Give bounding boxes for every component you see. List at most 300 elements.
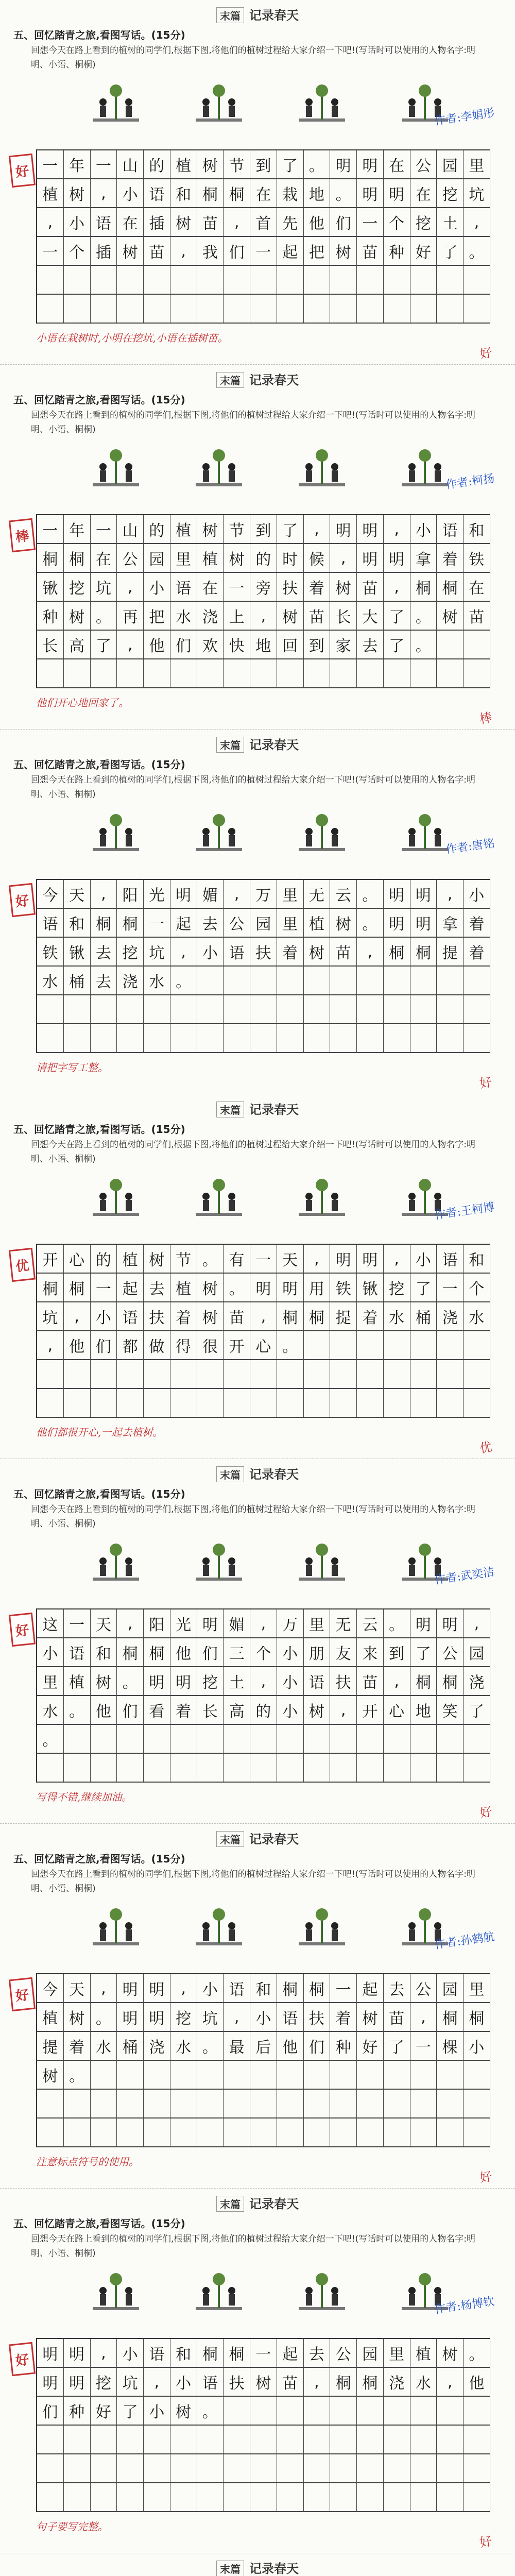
grid-cell: 园 <box>464 1638 490 1667</box>
grid-cell: 首 <box>250 208 277 237</box>
grid-cell: 桐 <box>91 909 117 938</box>
grid-cell <box>91 659 117 688</box>
grid-cell: 小 <box>410 1245 437 1274</box>
grid-cell <box>437 1360 464 1389</box>
instruction-text: 回想今天在路上看到的植树的同学们,根据下图,将他们的植树过程给大家介绍一下吧!(写话时可以使用的人物名字:明明、小语、桐桐) <box>31 1140 475 1164</box>
writing-grid <box>36 2338 490 2512</box>
grid-cell: 苗 <box>357 573 384 602</box>
grid-cell: , <box>437 2368 464 2397</box>
picture-strip <box>0 812 515 869</box>
grid-cell: 一 <box>91 1274 117 1302</box>
grid-cell: 。 <box>197 1245 224 1274</box>
grid-cell <box>277 266 304 295</box>
grid-cell <box>197 1360 224 1389</box>
grid-cell: 铁 <box>464 544 490 573</box>
grid-cell <box>330 995 357 1024</box>
grid-cell: 天 <box>91 1609 117 1638</box>
grid-cell: 语 <box>91 208 117 237</box>
grid-cell: 桐 <box>304 1974 331 2003</box>
grid-cell <box>384 2397 410 2426</box>
grid-cell: 个 <box>384 208 410 237</box>
grid-cell: 里 <box>384 2339 410 2368</box>
grid-cell <box>277 1725 304 1754</box>
grid-cell: , <box>37 208 64 237</box>
grid-cell <box>304 659 331 688</box>
grid-cell: 种 <box>330 2032 357 2061</box>
grid-cell: 节 <box>170 1245 197 1274</box>
grid-cell: 扶 <box>144 1302 170 1331</box>
grid-cell <box>410 2090 437 2119</box>
grid-cell: 起 <box>357 1974 384 2003</box>
grid-cell: , <box>91 2339 117 2368</box>
grid-cell <box>37 1389 64 1418</box>
grid-cell: 好 <box>357 2032 384 2061</box>
grid-cell <box>330 266 357 295</box>
teacher-mark: 好 <box>478 2534 493 2550</box>
grid-cell: 去 <box>91 938 117 967</box>
grid-cell: 植 <box>170 515 197 544</box>
writing-grid <box>36 879 490 1053</box>
grid-cell <box>384 2454 410 2483</box>
worksheet-sheet <box>0 1824 515 2189</box>
grid-cell <box>357 2119 384 2147</box>
grid-cell: 拿 <box>410 544 437 573</box>
grid-cell: 铁 <box>330 1274 357 1302</box>
grid-cell: 候 <box>304 544 331 573</box>
grid-cell: 园 <box>144 544 170 573</box>
grid-cell: 苗 <box>330 938 357 967</box>
grid-cell: 在 <box>464 573 490 602</box>
grid-cell: 。 <box>357 880 384 909</box>
grid-cell: 。 <box>197 2032 224 2061</box>
grid-cell: 明 <box>410 909 437 938</box>
grid-cell: 种 <box>384 237 410 266</box>
question-heading: 五、回忆踏青之旅,看图写话。(15分) <box>13 394 185 406</box>
grid-cell <box>304 2397 331 2426</box>
grid-cell: 起 <box>277 237 304 266</box>
grid-cell <box>144 1754 170 1783</box>
grid-cell: 到 <box>250 150 277 179</box>
tree-planting-illustration <box>93 2271 139 2323</box>
sheet-title <box>0 735 515 753</box>
grid-cell: , <box>224 208 250 237</box>
grid-cell: 树 <box>170 2397 197 2426</box>
grid-cell: 明 <box>437 1609 464 1638</box>
grid-cell <box>437 631 464 659</box>
teacher-comment: 他们开心地回家了。 <box>36 697 129 709</box>
grid-cell <box>250 659 277 688</box>
author-signature: 作者:李娟彤 <box>433 106 495 128</box>
grid-cell: , <box>250 1609 277 1638</box>
instruction-text: 回想今天在路上看到的植树的同学们,根据下图,将他们的植树过程给大家介绍一下吧!(写话时可以使用的人物名字:明明、小语、桐桐) <box>31 1869 475 1894</box>
grid-cell <box>144 1024 170 1053</box>
grid-cell: 们 <box>304 2032 331 2061</box>
section-title: 记录春天 <box>249 2561 299 2576</box>
tree-planting-illustration <box>299 812 345 863</box>
grid-cell: , <box>464 208 490 237</box>
grid-cell <box>250 295 277 324</box>
grid-cell: 公 <box>224 909 250 938</box>
grid-cell: 桐 <box>64 544 91 573</box>
grid-cell: 苗 <box>464 602 490 631</box>
grid-cell: 一 <box>37 515 64 544</box>
grid-cell: 的 <box>144 150 170 179</box>
grid-cell: 明 <box>64 2339 91 2368</box>
grid-cell: 明 <box>37 2339 64 2368</box>
grid-cell <box>224 2454 250 2483</box>
grid-cell: 桐 <box>117 909 144 938</box>
grid-cell <box>330 1754 357 1783</box>
grid-cell: , <box>357 938 384 967</box>
author-signature: 作者:孙鹤航 <box>433 1930 495 1952</box>
grid-cell: 桐 <box>197 2339 224 2368</box>
grid-cell <box>464 2454 490 2483</box>
grid-cell: , <box>464 1609 490 1638</box>
grid-cell: 明 <box>357 179 384 208</box>
grid-cell <box>277 1389 304 1418</box>
grid-cell <box>64 1360 91 1389</box>
grid-cell <box>357 1331 384 1360</box>
worksheet-sheet <box>0 2553 515 2576</box>
grid-cell: 提 <box>37 2032 64 2061</box>
grid-cell: , <box>330 544 357 573</box>
grid-cell: 桐 <box>410 938 437 967</box>
grid-cell: 里 <box>170 544 197 573</box>
teacher-mark: 优 <box>478 1439 493 1456</box>
grid-cell <box>330 1725 357 1754</box>
grid-cell <box>410 1754 437 1783</box>
grid-cell: 植 <box>170 150 197 179</box>
grid-cell <box>304 1360 331 1389</box>
grid-cell: 挖 <box>437 179 464 208</box>
grid-cell <box>37 1024 64 1053</box>
grid-cell: 一 <box>37 237 64 266</box>
grid-cell <box>384 266 410 295</box>
grid-cell <box>144 2061 170 2090</box>
grid-cell <box>170 1725 197 1754</box>
grid-cell: 大 <box>357 602 384 631</box>
grid-cell <box>224 995 250 1024</box>
grid-cell <box>384 2061 410 2090</box>
grid-cell <box>144 2090 170 2119</box>
grid-cell: 了 <box>91 631 117 659</box>
grid-cell: 树 <box>117 237 144 266</box>
grid-cell: 明 <box>330 1245 357 1274</box>
grid-cell: 。 <box>357 909 384 938</box>
grid-cell <box>117 2061 144 2090</box>
section-title: 记录春天 <box>249 8 299 23</box>
grid-cell: 挖 <box>170 2003 197 2032</box>
grid-cell: 有 <box>224 1245 250 1274</box>
grid-cell: 。 <box>197 2397 224 2426</box>
grid-cell: 植 <box>410 2339 437 2368</box>
grid-cell: 里 <box>37 1667 64 1696</box>
grid-cell <box>384 2483 410 2512</box>
grid-cell <box>91 2426 117 2454</box>
grid-cell: 。 <box>410 602 437 631</box>
sheet-title <box>0 1464 515 1482</box>
grid-cell <box>170 1024 197 1053</box>
grid-cell: 苗 <box>304 602 331 631</box>
grid-cell <box>464 1725 490 1754</box>
grid-cell: 桐 <box>410 1667 437 1696</box>
grid-cell: 今 <box>37 1974 64 2003</box>
grid-cell: 树 <box>197 515 224 544</box>
grid-cell: 年 <box>64 515 91 544</box>
grid-cell: , <box>91 179 117 208</box>
grid-cell: 提 <box>330 1302 357 1331</box>
grid-cell: 。 <box>384 1609 410 1638</box>
grid-cell: 树 <box>437 2339 464 2368</box>
grid-cell: 。 <box>117 1667 144 1696</box>
grid-cell: 来 <box>357 1638 384 1667</box>
grid-cell: 扶 <box>224 2368 250 2397</box>
grid-cell <box>330 2119 357 2147</box>
grid-cell <box>464 266 490 295</box>
grid-cell <box>170 2454 197 2483</box>
grid-cell: 苗 <box>384 2003 410 2032</box>
section-title: 记录春天 <box>249 2196 299 2211</box>
grid-cell <box>224 266 250 295</box>
grid-cell <box>117 659 144 688</box>
grid-cell: 再 <box>117 602 144 631</box>
grid-cell <box>384 1725 410 1754</box>
grid-cell <box>277 659 304 688</box>
grid-cell <box>170 295 197 324</box>
grid-cell <box>197 1024 224 1053</box>
grid-cell: 树 <box>64 2003 91 2032</box>
grid-cell: 锹 <box>37 573 64 602</box>
section-label: 末篇 <box>216 372 244 388</box>
grid-cell <box>117 295 144 324</box>
section-label: 末篇 <box>216 1101 244 1117</box>
grid-cell: 铁 <box>37 938 64 967</box>
grid-cell <box>91 1360 117 1389</box>
grid-cell <box>224 2119 250 2147</box>
grid-cell: 公 <box>437 1638 464 1667</box>
grid-cell: 他 <box>144 631 170 659</box>
grid-cell: 水 <box>410 2368 437 2397</box>
tree-planting-illustration <box>196 1177 242 1228</box>
grid-cell <box>437 2454 464 2483</box>
grid-cell: 一 <box>91 515 117 544</box>
grid-cell: 树 <box>144 1245 170 1274</box>
grid-cell: 桶 <box>410 1302 437 1331</box>
grid-cell <box>357 2090 384 2119</box>
grid-cell <box>304 295 331 324</box>
grid-cell: 把 <box>144 602 170 631</box>
grid-cell: 小 <box>170 2368 197 2397</box>
grid-cell: 浇 <box>144 2032 170 2061</box>
grid-cell: 坑 <box>197 2003 224 2032</box>
grid-cell: 里 <box>464 1974 490 2003</box>
grid-cell: , <box>304 515 331 544</box>
grid-cell <box>117 995 144 1024</box>
grid-cell: 长 <box>197 1696 224 1725</box>
teacher-comment: 小语在栽树时,小明在挖坑,小语在插树苗。 <box>36 332 228 344</box>
grid-cell: 里 <box>304 1609 331 1638</box>
tree-planting-illustration <box>93 82 139 134</box>
grid-cell: 明 <box>410 1609 437 1638</box>
grid-cell <box>277 2454 304 2483</box>
grid-cell <box>410 967 437 995</box>
grid-cell: 里 <box>277 909 304 938</box>
grid-cell: , <box>304 2368 331 2397</box>
grid-cell: 和 <box>464 1245 490 1274</box>
question-heading: 五、回忆踏青之旅,看图写话。(15分) <box>13 2217 185 2230</box>
grade-stamp: 优 <box>9 1248 36 1282</box>
grid-cell: , <box>64 1302 91 1331</box>
grid-cell: 小 <box>37 1638 64 1667</box>
tree-planting-illustration <box>196 1906 242 1958</box>
grid-cell: 地 <box>410 1696 437 1725</box>
worksheet-sheet <box>0 1094 515 1459</box>
grid-cell <box>224 1754 250 1783</box>
grid-cell: 了 <box>384 602 410 631</box>
grid-cell <box>224 1360 250 1389</box>
grid-cell <box>117 2090 144 2119</box>
grid-cell <box>91 2061 117 2090</box>
grid-cell: 树 <box>197 150 224 179</box>
grid-cell <box>437 2483 464 2512</box>
grid-cell: 明 <box>357 515 384 544</box>
grid-cell: 他 <box>464 2368 490 2397</box>
grid-cell: 小 <box>197 1974 224 2003</box>
grid-cell: 到 <box>304 631 331 659</box>
grid-cell: , <box>117 631 144 659</box>
grid-cell: 明 <box>117 2003 144 2032</box>
grid-cell <box>464 2090 490 2119</box>
grid-cell <box>277 1360 304 1389</box>
grid-cell: 园 <box>250 909 277 938</box>
grid-cell <box>37 266 64 295</box>
grid-cell: 一 <box>144 909 170 938</box>
grid-cell: 桐 <box>224 179 250 208</box>
grid-cell <box>304 1331 331 1360</box>
grid-cell <box>117 2119 144 2147</box>
writing-grid <box>36 149 490 324</box>
grid-cell: 和 <box>170 179 197 208</box>
grid-cell <box>330 1024 357 1053</box>
grid-cell <box>437 659 464 688</box>
grid-cell: 苗 <box>197 208 224 237</box>
grade-stamp: 好 <box>9 1977 36 2011</box>
grid-cell: 长 <box>37 631 64 659</box>
grid-cell <box>250 2397 277 2426</box>
grid-cell: 三 <box>224 1638 250 1667</box>
worksheet-sheet <box>0 365 515 730</box>
grid-cell: 桐 <box>357 2368 384 2397</box>
grid-cell: 这 <box>37 1609 64 1638</box>
grid-cell: 起 <box>117 1274 144 1302</box>
grid-cell <box>384 967 410 995</box>
grid-cell <box>384 2426 410 2454</box>
grid-cell <box>197 2454 224 2483</box>
grid-cell <box>384 2090 410 2119</box>
grid-cell <box>384 295 410 324</box>
grid-cell: 。 <box>224 1274 250 1302</box>
grid-cell: 水 <box>37 1696 64 1725</box>
grid-cell <box>304 1754 331 1783</box>
grid-cell <box>117 1725 144 1754</box>
grid-cell <box>464 295 490 324</box>
grid-cell: 一 <box>410 2032 437 2061</box>
grid-cell: 无 <box>330 1609 357 1638</box>
grid-cell: , <box>170 938 197 967</box>
grid-cell <box>304 2454 331 2483</box>
grid-cell: 桐 <box>437 1667 464 1696</box>
grid-cell <box>464 2397 490 2426</box>
grid-cell: 桐 <box>64 1274 91 1302</box>
tree-planting-illustration <box>299 1906 345 1958</box>
grid-cell <box>304 2426 331 2454</box>
grid-cell: 植 <box>117 1245 144 1274</box>
grid-cell <box>410 2397 437 2426</box>
grid-cell <box>357 2426 384 2454</box>
grid-cell <box>37 2119 64 2147</box>
grid-cell: 了 <box>384 631 410 659</box>
section-label: 末篇 <box>216 737 244 753</box>
grid-cell <box>357 266 384 295</box>
grid-cell: 他 <box>91 1696 117 1725</box>
grid-cell: 朋 <box>304 1638 331 1667</box>
grid-cell: 一 <box>250 237 277 266</box>
grid-cell: 着 <box>330 2003 357 2032</box>
grid-cell: 桐 <box>277 1974 304 2003</box>
grid-cell: 开 <box>357 1696 384 1725</box>
grid-cell: 天 <box>64 880 91 909</box>
grid-cell <box>437 2090 464 2119</box>
grid-cell: , <box>384 515 410 544</box>
grid-cell: 一 <box>64 1609 91 1638</box>
grid-cell: 坑 <box>464 179 490 208</box>
grid-cell: 小 <box>464 2032 490 2061</box>
question-heading: 五、回忆踏青之旅,看图写话。(15分) <box>13 1488 185 1500</box>
grid-cell <box>437 1024 464 1053</box>
grid-cell <box>384 1024 410 1053</box>
grid-cell: 在 <box>410 179 437 208</box>
grid-cell <box>384 1331 410 1360</box>
grid-cell: 明 <box>144 1667 170 1696</box>
grid-cell: 挖 <box>384 1274 410 1302</box>
teacher-mark: 好 <box>478 345 493 362</box>
grid-cell: 树 <box>224 544 250 573</box>
grid-cell <box>304 266 331 295</box>
grid-cell: 去 <box>197 909 224 938</box>
grid-cell: 着 <box>464 938 490 967</box>
grid-cell: 先 <box>277 208 304 237</box>
grid-cell: 在 <box>91 544 117 573</box>
grid-cell: 阳 <box>144 1609 170 1638</box>
grid-cell <box>197 1725 224 1754</box>
grid-cell <box>197 2061 224 2090</box>
grid-cell: 的 <box>250 1696 277 1725</box>
instruction-text: 回想今天在路上看到的植树的同学们,根据下图,将他们的植树过程给大家介绍一下吧!(写话时可以使用的人物名字:明明、小语、桐桐) <box>31 1504 475 1529</box>
grid-cell: 和 <box>170 2339 197 2368</box>
grid-cell <box>384 1389 410 1418</box>
grid-cell <box>464 967 490 995</box>
grid-cell <box>464 2061 490 2090</box>
grid-cell: 着 <box>170 1696 197 1725</box>
grid-cell: , <box>224 880 250 909</box>
grid-cell: 明 <box>144 1974 170 2003</box>
grid-cell: 栽 <box>277 179 304 208</box>
grid-cell <box>117 2426 144 2454</box>
grid-cell <box>464 1331 490 1360</box>
tree-planting-illustration <box>402 812 448 863</box>
sheet-title <box>0 1099 515 1117</box>
grid-cell: 明 <box>357 544 384 573</box>
